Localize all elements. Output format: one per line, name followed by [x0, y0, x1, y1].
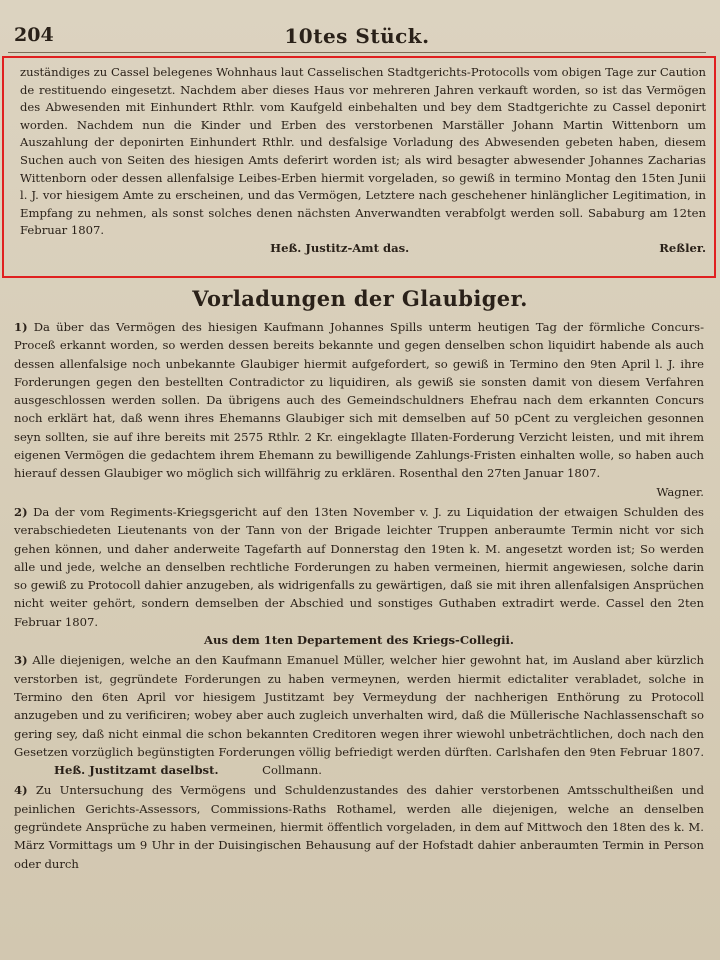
entry-place-date: Cassel den 2ten Februar 1807. [14, 596, 704, 629]
highlighted-notice [2, 56, 716, 278]
list-item [14, 781, 704, 872]
entry-number: 4) [14, 783, 28, 798]
list-item [14, 503, 704, 649]
entry-signer: Collmann. [262, 763, 322, 778]
entry-text: Da über das Vermögen des hiesigen Kaufmann Johannes Spills unterm heutigen Tag der förmliche Concurs-Proceß erkannt worden, so werden dessen bereits bekannte und gegen denselben schon liquidirt habende als auch dessen allenfalsige noch unbekannte Glaubiger hiermit aufgefordert, so gewiß in Termino den 9ten April l. J. ihre Forderungen gegen den bestellten Contradictor zu liquidiren, als gewiß sie sonsten damit von diesem Verfahren ausgeschlossen werden sollen. Da übrigens auch des Gemeindschuldners Ehefrau nach dem erkannten Concurs noch erklärt hat, daß wenn ihres Ehemanns Glaubiger sich mit demselben auf 50 pCent zu vergleichen gesonnen seyn sollten, sie auf ihre bereits mit 2575 Rthlr. 2 Kr. eingeklagte Illaten-Forderung Verzicht leisten, und mit ihrem eigenen Vermögen die gedachtem ihrem Ehemann zu bewilligende Zahlungs-Fristen einhalten wolle, so haben auch hierauf dessen Glaubiger wo möglich sich willfährig zu erklären. [14, 320, 704, 481]
entry-authority: Heß. Justitzamt daselbst. [54, 763, 219, 778]
notice-text: zuständiges zu Cassel belegenes Wohnhaus laut Casselischen Stadtgerichts-Protocolls vom obigen Tage zur Caution de restituendo eingesetzt. Nachdem aber dieses Haus vor mehreren Jahren verkauft worden, so ist das Vermögen des Abwesenden mit Einhundert Rthlr. vom Kaufgeld einbehalten und bey dem Stadtgerichte zu Cassel deponirt worden. Nachdem nun die Kinder und Erben des verstorbenen Marställer Johann Martin Wittenborn um Auszahlung der deponirten Einhundert Rthlr. und desfalsige Vorladung des Abwesenden gebeten haben, diesem Suchen auch von Seiten des hiesigen Amts deferirt worden ist; als wird besagter abwesender Johannes Zacharias Wittenborn oder dessen allenfalsige Leibes-Erben hiermit vorgeladen, so gewiß in termino Montag den 15ten Junii l. J. vor hiesigem Amte zu erscheinen, und das Vermögen, Letztere nach geschehener hinlänglicher Legitimation, in Empfang zu nehmen, als sonst solches denen nächsten Anverwandten verabfolgt werden soll. Sababurg am 12ten Februar 1807. [20, 65, 707, 238]
list-item [14, 651, 704, 779]
entry-text: Da der vom Regiments-Kriegsgericht auf den 13ten November v. J. zu Liquidation der etwaigen Schulden des verabschiedeten Lieutenants von der Tann von der Brigade leichter Truppen anberaumte Termin nicht vor sich gehen können, und daher anderweite Tagefarth auf Donnerstag den 19ten k. M. angesetzt worden ist; So werden alle und jede, welche an denselben rechtliche Forderungen zu haben vermeinen, hiermit angewiesen, solche darin so gewiß zu Protocoll dahier anzugeben, als widrigenfalls zu gewärtigen, daß sie mit ihren allenfalsigen Ansprüchen nicht weiter gehört, sondern demselben der Abschied und sonstiges Guthaben extradirt werde. [14, 504, 705, 611]
page-header [14, 24, 700, 52]
running-title: 10tes Stück. [284, 24, 430, 48]
creditor-summons-list [14, 318, 704, 875]
entry-signer: Wagner. [656, 484, 704, 499]
section-title: Vorladungen der Glaubiger. [192, 286, 528, 311]
notice-authority: Heß. Justitz-Amt das. [270, 240, 410, 255]
list-item [14, 318, 704, 501]
entry-authority: Aus dem 1ten Departement des Kriegs-Collegii. [204, 633, 514, 648]
entry-number: 3) [14, 653, 28, 668]
notice-place-date: Sababurg am 12ten Februar 1807. [20, 205, 707, 238]
entry-number: 2) [14, 504, 28, 519]
header-rule [8, 52, 706, 53]
entry-place-date: Carlshafen den 9ten Februar 1807. [495, 744, 705, 759]
page-number: 204 [14, 24, 54, 46]
entry-number: 1) [14, 320, 28, 334]
entry-text: Zu Untersuchung des Vermögens und Schuldenzustandes des dahier verstorbenen Amtsschultheißen und peinlichen Gerichts-Assessors, Commissions-Raths Rothamel, werden alle diejenigen, welche an denselben gegründete Ansprüche zu haben vermeinen, hiermit öffentlich vorgeladen, in dem auf Mittwoch den 18ten des k. M. März Vormittags um 9 Uhr in der Duisingischen Behausung auf der Hofstadt dahier anberaumten Termin in Person oder durch [14, 783, 704, 871]
notice-signer: Reßler. [659, 240, 706, 255]
notice-signature [20, 240, 706, 258]
entry-text: Alle diejenigen, welche an den Kaufmann Emanuel Müller, welcher hier gewohnt hat, im Ausland aber kürzlich verstorben ist, gegründete Forderungen zu haben vermeynen, werden hiermit edictaliter verabladet, solche in Termino den 6ten April vor hiesigem Justitzamt bey Vermeydung der nachherigen Enthörung zu Protocoll anzugeben und zu verificiren; wobey aber auch zugleich unverhalten wird, daß die Müllerische Nachlassenschaft so gering sey, daß nicht einmal die schon bekannten Creditoren wegen ihrer wiewohl unbeträchtlichen, doch nach den Gesetzen vorzüglich begünstigten Forderungen völlig befriedigt werden dürften. [14, 653, 704, 759]
entry-place-date: Rosenthal den 27ten Januar 1807. [399, 466, 601, 481]
